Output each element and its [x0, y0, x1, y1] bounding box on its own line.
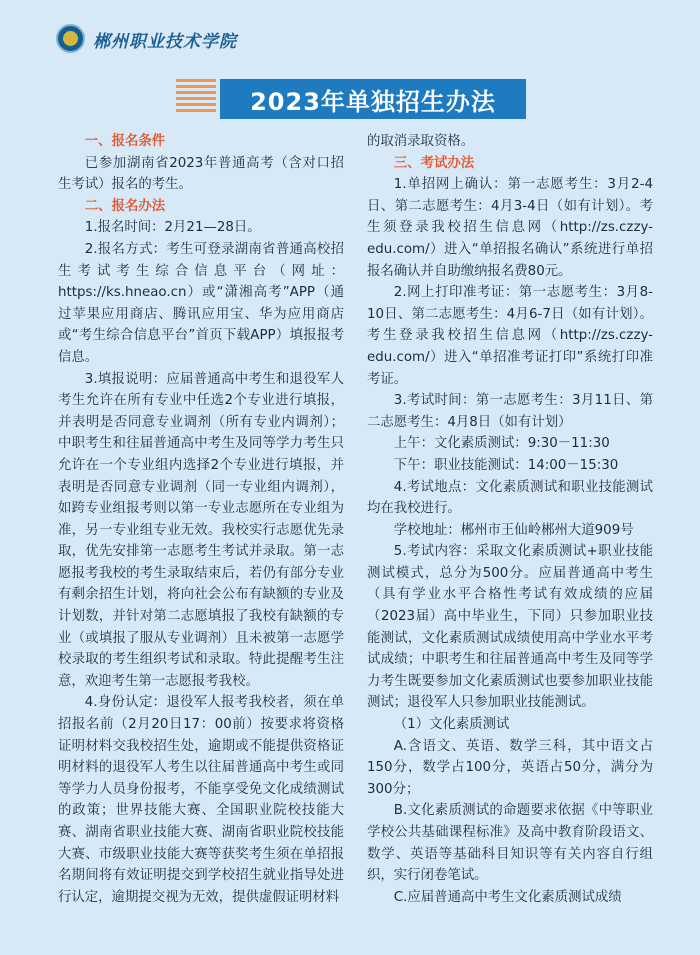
right-column [367, 131, 653, 908]
paragraph: 2.网上打印准考证：第一志愿考生：3月8-10日、第二志愿考生：4月6-7日（如有计划）。考生登录我校招生信息网（http://zs.czzy-edu.com/）进入“单招准考证打印”系统打印准考证。 [367, 285, 653, 387]
paragraph: 5.考试内容：采取文化素质测试+职业技能测试模式，总分为500分。应届普通高中考生（具有学业水平合格性考试有效成绩的应届（2023届）高中毕业生，下同）只参加职业技能测试，文化素质测试成绩使用高中学业水平考试成绩；中职考生和往届普通高中考生及同等学力考生既要参加文化素质测试也要参加职业技能测试；退役军人只参加职业技能测试。 [367, 544, 653, 711]
paragraph: 1.单招网上确认：第一志愿考生：3月2-4日、第二志愿考生：4月3-4日（如有计划）。考生须登录我校招生信息网（http://zs.czzy-edu.com/）进入“单招报名确认”系统进行单招报名确认并自助缴纳报名费80元。 [367, 177, 653, 279]
paragraph: 学校地址：郴州市王仙岭郴州大道909号 [393, 522, 634, 538]
paragraph: 3.填报说明：应届普通高中考生和退役军人考生允许在所有专业中任选2个专业进行填报，并表明是否同意专业调剂（所有专业内调剂）；中职考生和往届普通高中考生及同等学力考生只允许在一个专业组内选择2个专业进行填报，并表明是否同意专业调剂（同一专业组内调剂），如跨专业组报考则以第一专业志愿所在专业组为准，另一专业组专业无效。我校实行志愿优先录取，优先安排第一志愿考生考试并录取。第一志愿报考我校的考生录取结束后，若仍有部分专业有剩余招生计划，将向社会公布有缺额的专业及计划数，并针对第二志愿填报了我校有缺额的专业（或填报了服从专业调剂）且未被第一志愿学校录取的考生组织考试和录取。特此提醒考生注意，欢迎考生第一志愿报考我校。 [58, 371, 344, 689]
paragraph: C.应届普通高中考生文化素质测试成绩 [393, 889, 622, 905]
paragraph: 4.考试地点：文化素质测试和职业技能测试均在我校进行。 [367, 479, 653, 517]
section-heading: 一、报名条件 [84, 134, 166, 149]
page-title: 2023年单独招生办法 [220, 79, 526, 119]
paragraph: 下午：职业技能测试：14:00－15:30 [393, 457, 619, 473]
section-heading: 二、报名办法 [84, 198, 166, 214]
paragraph: 1.报名时间：2月21—28日。 [84, 220, 261, 236]
section-heading: 三、考试办法 [393, 155, 475, 171]
paragraph: A.含语文、英语、数学三科，其中语文占150分，数学占100分，英语占50分，满分为300分； [367, 738, 653, 797]
left-column [58, 131, 344, 908]
paragraph: 2.报名方式：考生可登录湖南省普通高校招生考试考生综合信息平台（网址：https://ks.hneao.cn）或“潇湘高考”APP（通过苹果应用商店、腾讯应用宝、华为应用商店或“考生综合信息平台”首页下载APP）填报报考信息。 [58, 241, 344, 365]
school-name: 郴州职业技术学院 [93, 32, 237, 52]
paragraph: 已参加湖南省2023年普通高考（含对口招生考试）报名的考生。 [58, 155, 344, 193]
paragraph: B.文化素质测试的命题要求依据《中等职业学校公共基础课程标准》及高中教育阶段语文、数学、英语等基础科目知识等有关内容自行组织，实行闭卷笔试。 [367, 803, 653, 884]
paragraph: （1）文化素质测试 [393, 717, 510, 733]
paragraph: 3.考试时间：第一志愿考生：3月11日、第二志愿考生：4月8日（如有计划） [367, 393, 653, 430]
page-header [0, 0, 700, 80]
decorative-stripes-icon [176, 79, 216, 117]
paragraph: 4.身份认定：退役军人报考我校者，须在单招报名前（2月20日17：00前）按要求将资格证明材料交我校招生处，逾期或不能提供资格证明材料的退役军人考生以往届普通高中考生或同等学力人员身份报考，不能享受免文化成绩测试的政策；世界技能大赛、全国职业院校技能大赛、湖南省职业技能大赛、湖南省职业院校技能大赛、市级职业技能大赛等获奖考生须在单招报名期间将有效证明提交到学校招生就业指导处进行认定，逾期提交视为无效，提供虚假证明材料 [58, 695, 344, 905]
paragraph: 上午：文化素质测试：9:30－11:30 [393, 436, 610, 452]
school-logo-icon [56, 24, 85, 53]
paragraph-continued: 的取消录取资格。 [367, 134, 475, 149]
